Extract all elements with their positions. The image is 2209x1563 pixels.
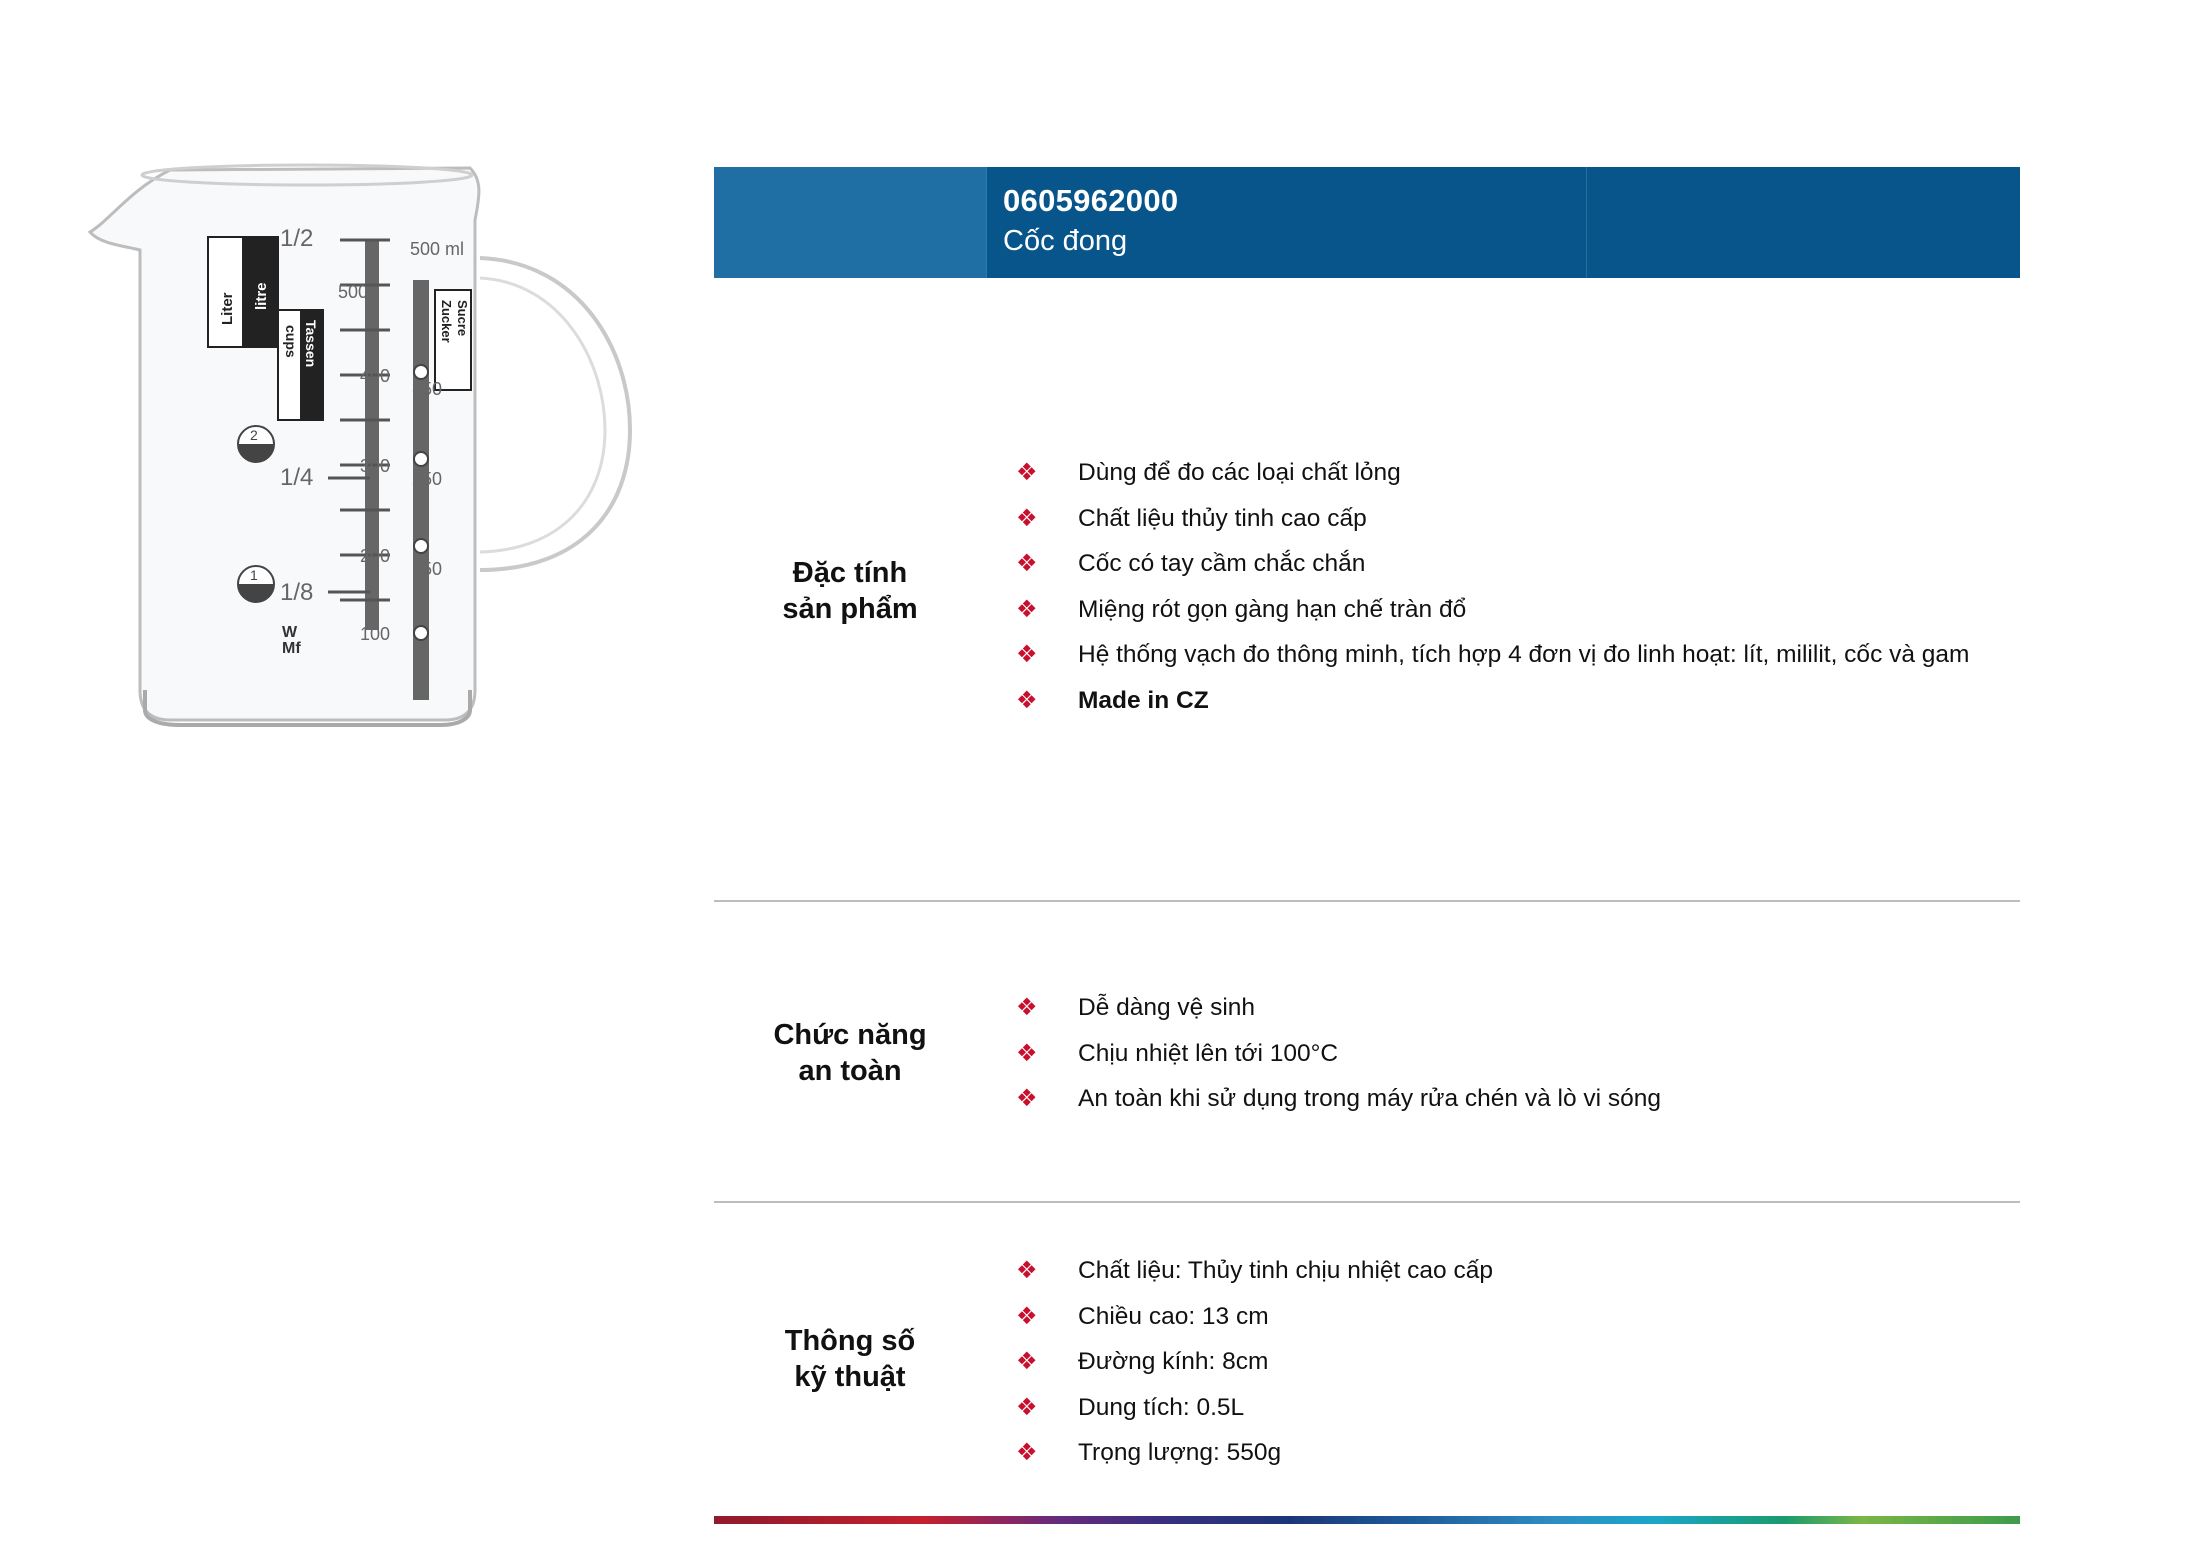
jug-brand-w: W	[282, 624, 298, 641]
jug-label-cups: cups	[283, 325, 299, 358]
list-item-text: Hệ thống vạch đo thông minh, tích hợp 4 đơn vị đo linh hoạt: lít, mililit, cốc và gam	[1078, 641, 1970, 668]
bullet-icon: ❖	[1016, 1439, 1038, 1466]
jug-label-quarter: 1/4	[280, 464, 314, 491]
bullet-icon: ❖	[1016, 550, 1038, 577]
list-item	[1014, 1385, 1493, 1431]
list-item-text: Chất liệu thủy tinh cao cấp	[1078, 504, 1367, 532]
jug-label-liter: Liter	[219, 292, 236, 325]
list-item-text: Chất liệu: Thủy tinh chịu nhiệt cao cấp	[1078, 1257, 1493, 1284]
section-title-safety	[714, 1017, 986, 1089]
bullet-icon: ❖	[1016, 1085, 1038, 1112]
section-title-line: Đặc tính	[792, 557, 908, 589]
jug-label-200: 200	[360, 546, 391, 566]
features-list	[1014, 450, 1969, 723]
jug-label-c2: 2	[250, 427, 258, 443]
bullet-icon: ❖	[1016, 459, 1038, 486]
bullet-icon: ❖	[1016, 1348, 1038, 1375]
jug-label-c1: 1	[250, 567, 258, 583]
section-specs	[714, 1248, 2020, 1488]
bullet-icon: ❖	[1016, 504, 1038, 532]
list-item-text: Made in CZ	[1078, 686, 1209, 714]
list-item-text: Cốc có tay cầm chắc chắn	[1078, 550, 1366, 577]
jug-brand-mf: Mf	[282, 640, 301, 657]
section-title-features	[714, 555, 986, 627]
jug-label-litre: litre	[253, 282, 270, 310]
jug-label-300: 300	[360, 456, 391, 476]
bullet-icon: ❖	[1016, 641, 1038, 668]
list-item-text: Dễ dàng vệ sinh	[1078, 994, 1256, 1021]
list-item-text: Chiều cao: 13 cm	[1078, 1302, 1269, 1330]
section-features	[714, 450, 2020, 750]
bullet-icon: ❖	[1016, 1039, 1038, 1067]
product-image	[70, 150, 670, 740]
section-title-line: Thông số	[784, 1325, 916, 1357]
jug-label-eighth: 1/8	[280, 579, 314, 606]
jug-label-tassen: Tassen	[303, 320, 319, 368]
header-bar-left-block	[714, 167, 986, 278]
section-title-line: an toàn	[798, 1055, 902, 1087]
list-item	[1014, 587, 1969, 633]
list-item	[1014, 450, 1969, 496]
list-item-text: Chịu nhiệt lên tới 100°C	[1078, 1039, 1339, 1067]
section-title-line: kỹ thuật	[794, 1361, 906, 1393]
section-divider	[714, 900, 2020, 902]
bullet-icon: ❖	[1016, 1257, 1038, 1284]
section-title-line: sản phẩm	[782, 593, 918, 625]
list-item-text: Đường kính: 8cm	[1078, 1348, 1269, 1375]
bullet-icon: ❖	[1016, 686, 1038, 714]
section-title-line: Chức năng	[773, 1019, 927, 1051]
footer-color-bar	[714, 1516, 2020, 1524]
list-item	[1014, 496, 1969, 542]
section-title-specs	[714, 1323, 986, 1395]
list-item	[1014, 632, 1969, 678]
list-item	[1014, 1031, 1661, 1077]
jug-label-half: 1/2	[280, 225, 314, 252]
bullet-icon: ❖	[1016, 1393, 1038, 1421]
bullet-icon: ❖	[1016, 595, 1038, 623]
jug-label-250: 250	[412, 469, 443, 489]
measuring-jug-illustration	[70, 150, 670, 740]
safety-list	[1014, 985, 1661, 1122]
list-item	[1014, 678, 1969, 724]
jug-label-sucre: Sucre	[455, 300, 470, 337]
list-item-text: Trọng lượng: 550g	[1078, 1439, 1282, 1466]
jug-label-zucker: Zucker	[439, 300, 454, 343]
list-item	[1014, 1430, 1493, 1476]
list-item	[1014, 1076, 1661, 1122]
list-item	[1014, 1248, 1493, 1294]
jug-label-500ml: 500 ml	[410, 239, 465, 259]
list-item	[1014, 541, 1969, 587]
list-item-text: Dùng để đo các loại chất lỏng	[1078, 459, 1401, 486]
list-item	[1014, 1294, 1493, 1340]
jug-label-100: 100	[360, 624, 391, 644]
header-title-block	[986, 167, 1586, 278]
bullet-icon: ❖	[1016, 1302, 1038, 1330]
header-bar	[714, 167, 2020, 278]
jug-label-400: 400	[360, 366, 391, 386]
product-code: 0605962000	[1003, 183, 1179, 218]
jug-label-350: 350	[412, 379, 443, 399]
product-name: Cốc đong	[1003, 225, 1128, 257]
list-item	[1014, 1339, 1493, 1385]
section-divider	[714, 1201, 2020, 1203]
list-item-text: Dung tích: 0.5L	[1078, 1393, 1245, 1421]
header-bar-right-block	[1586, 167, 2020, 278]
section-safety	[714, 985, 2020, 1135]
jug-label-150: 150	[412, 559, 443, 579]
list-item-text: An toàn khi sử dụng trong máy rửa chén và lò vi sóng	[1078, 1085, 1662, 1112]
specs-list	[1014, 1248, 1493, 1476]
list-item	[1014, 985, 1661, 1031]
jug-label-500g: 500g	[338, 282, 379, 302]
list-item-text: Miệng rót gọn gàng hạn chế tràn đổ	[1078, 595, 1467, 623]
bullet-icon: ❖	[1016, 994, 1038, 1021]
